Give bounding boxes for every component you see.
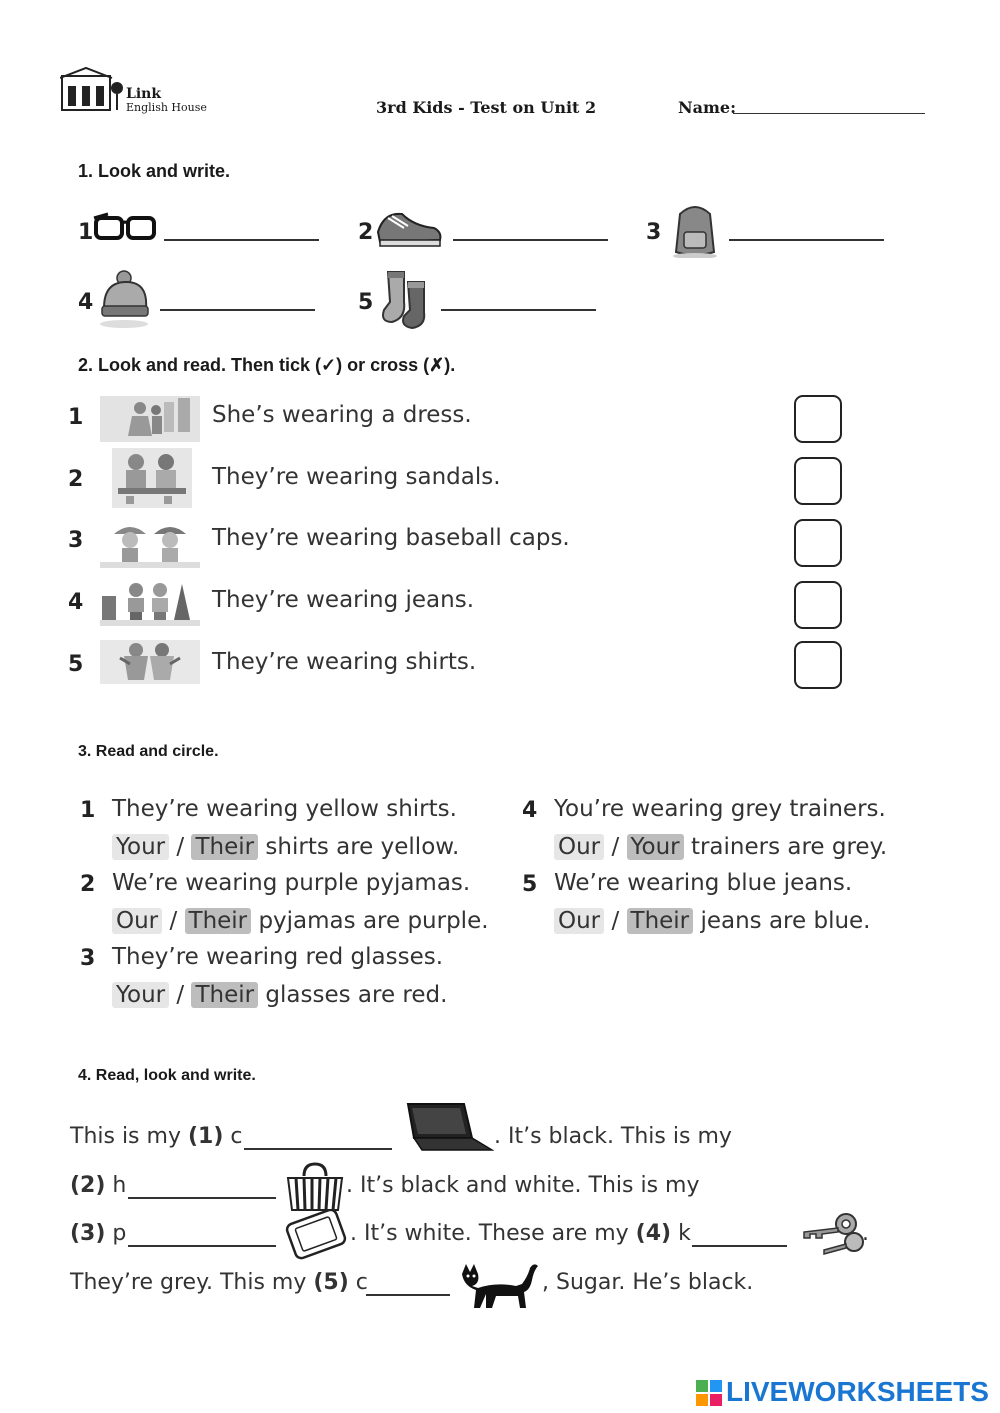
glasses-icon bbox=[92, 212, 158, 242]
s2-item-num: 5 bbox=[68, 652, 84, 677]
s3-item-num: 2 bbox=[80, 872, 96, 897]
answer-line-4[interactable] bbox=[692, 1245, 787, 1247]
choice-option-1[interactable]: Your bbox=[112, 982, 169, 1008]
s4-text-part: . It’s black. This is my bbox=[494, 1124, 732, 1149]
cat-icon bbox=[456, 1260, 546, 1312]
s4-text-part: c bbox=[348, 1270, 368, 1295]
logo-line2: English House bbox=[126, 101, 207, 114]
choice-rest: pyjamas are purple. bbox=[258, 908, 489, 934]
name-label: Name: bbox=[678, 98, 737, 117]
s4-text bbox=[350, 1221, 691, 1246]
s3-item-num: 3 bbox=[80, 946, 96, 971]
children-picture bbox=[100, 518, 200, 568]
laptop-icon bbox=[402, 1102, 494, 1154]
choice-separator: / bbox=[176, 982, 185, 1008]
logo bbox=[60, 66, 220, 116]
choice-option-2[interactable]: Their bbox=[191, 834, 258, 860]
choice-rest: jeans are blue. bbox=[700, 908, 871, 934]
choice-separator: / bbox=[169, 908, 178, 934]
logo-line1: Link bbox=[126, 86, 162, 102]
children-picture bbox=[100, 580, 200, 626]
s4-blank-num: (2) bbox=[70, 1173, 106, 1198]
section3-heading: 3. Read and circle. bbox=[78, 743, 219, 760]
s4-text-part: k bbox=[671, 1221, 691, 1246]
s4-text bbox=[70, 1270, 368, 1295]
section4-heading: 4. Read, look and write. bbox=[78, 1067, 256, 1084]
s4-text-part: , Sugar. He’s black. bbox=[542, 1270, 754, 1295]
s3-item-num: 1 bbox=[80, 798, 96, 823]
choice-option-2[interactable]: Their bbox=[627, 908, 694, 934]
s3-choice-line bbox=[112, 834, 459, 860]
choice-option-1[interactable]: Our bbox=[554, 834, 604, 860]
choice-separator: / bbox=[611, 834, 620, 860]
choice-option-1[interactable]: Our bbox=[112, 908, 162, 934]
trainers-icon bbox=[374, 204, 446, 250]
answer-line-2[interactable] bbox=[128, 1197, 276, 1199]
s3-choice-line bbox=[554, 834, 887, 860]
s3-choice-line bbox=[554, 908, 871, 934]
liveworksheets-logo[interactable] bbox=[696, 1376, 996, 1410]
choice-rest: glasses are red. bbox=[265, 982, 448, 1008]
s3-sentence: We’re wearing purple pyjamas. bbox=[112, 870, 471, 896]
choice-option-1[interactable]: Our bbox=[554, 908, 604, 934]
s3-sentence: They’re wearing red glasses. bbox=[112, 944, 444, 970]
answer-line-3[interactable] bbox=[128, 1245, 276, 1247]
s4-blank-num: (3) bbox=[70, 1221, 106, 1246]
s2-item-num: 4 bbox=[68, 590, 84, 615]
hat-icon bbox=[98, 268, 154, 330]
page-title: 3rd Kids - Test on Unit 2 bbox=[376, 98, 597, 117]
s1-answer-line-3[interactable] bbox=[729, 239, 884, 241]
backpack-icon bbox=[668, 200, 722, 258]
s4-blank-num: (4) bbox=[635, 1221, 672, 1246]
s2-sentence: They’re wearing jeans. bbox=[212, 587, 475, 613]
s1-item-num: 2 bbox=[358, 220, 374, 245]
s1-item-num: 5 bbox=[358, 290, 374, 315]
s2-sentence: She’s wearing a dress. bbox=[212, 402, 472, 428]
children-picture bbox=[100, 396, 200, 442]
s1-item-num: 1 bbox=[78, 220, 94, 245]
s1-answer-line-2[interactable] bbox=[453, 239, 608, 241]
name-field[interactable] bbox=[733, 113, 925, 114]
school-building-icon bbox=[60, 66, 124, 112]
tick-box[interactable] bbox=[794, 641, 842, 689]
s3-sentence: You’re wearing grey trainers. bbox=[554, 796, 886, 822]
choice-separator: / bbox=[176, 834, 185, 860]
s1-item-num: 3 bbox=[646, 220, 662, 245]
s2-sentence: They’re wearing shirts. bbox=[212, 649, 477, 675]
s2-item-num: 1 bbox=[68, 405, 84, 430]
s2-sentence: They’re wearing baseball caps. bbox=[212, 525, 570, 551]
section2-heading: 2. Look and read. Then tick (✓) or cross (✗). bbox=[78, 355, 456, 375]
s4-text-part: p bbox=[105, 1221, 127, 1246]
s2-sentence: They’re wearing sandals. bbox=[212, 464, 501, 490]
choice-separator: / bbox=[611, 908, 620, 934]
answer-line-5[interactable] bbox=[366, 1294, 450, 1296]
socks-icon bbox=[378, 268, 434, 330]
children-picture bbox=[112, 448, 192, 508]
s4-blank-num: (5) bbox=[313, 1270, 349, 1295]
s3-choice-line bbox=[112, 908, 489, 934]
section1-heading: 1. Look and write. bbox=[78, 161, 231, 181]
s3-item-num: 5 bbox=[522, 872, 538, 897]
lws-logo-icon bbox=[696, 1380, 722, 1406]
s4-text-part: c bbox=[223, 1124, 243, 1149]
s4-text-part: . It’s black and white. This is my bbox=[346, 1173, 700, 1198]
s2-item-num: 3 bbox=[68, 528, 84, 553]
s4-text-part: h bbox=[105, 1173, 127, 1198]
s3-sentence: We’re wearing blue jeans. bbox=[554, 870, 853, 896]
answer-line-1[interactable] bbox=[244, 1148, 392, 1150]
tick-box[interactable] bbox=[794, 395, 842, 443]
s4-text-part: . It’s white. These are my bbox=[350, 1221, 636, 1246]
keys-icon bbox=[794, 1210, 864, 1256]
s1-answer-line-1[interactable] bbox=[164, 239, 319, 241]
s4-text bbox=[70, 1173, 126, 1198]
choice-rest: trainers are grey. bbox=[690, 834, 888, 860]
s3-sentence: They’re wearing yellow shirts. bbox=[112, 796, 457, 822]
s4-text-part: . bbox=[862, 1221, 869, 1246]
choice-option-1[interactable]: Your bbox=[112, 834, 169, 860]
phone-icon bbox=[284, 1210, 348, 1260]
s4-text-part: This is my bbox=[70, 1124, 188, 1149]
s1-answer-line-4[interactable] bbox=[160, 309, 315, 311]
tick-box[interactable] bbox=[794, 581, 842, 629]
handbag-icon bbox=[284, 1162, 346, 1212]
s4-text bbox=[70, 1124, 242, 1149]
choice-option-2[interactable]: Your bbox=[627, 834, 684, 860]
s4-text-part: They’re grey. This my bbox=[70, 1270, 314, 1295]
s2-item-num: 2 bbox=[68, 467, 84, 492]
s1-answer-line-5[interactable] bbox=[441, 309, 596, 311]
s4-text bbox=[70, 1221, 126, 1246]
s3-item-num: 4 bbox=[522, 798, 538, 823]
tick-box[interactable] bbox=[794, 519, 842, 567]
s4-blank-num: (1) bbox=[187, 1124, 224, 1149]
choice-option-2[interactable]: Their bbox=[185, 908, 252, 934]
children-picture bbox=[100, 640, 200, 684]
s3-choice-line bbox=[112, 982, 447, 1008]
liveworksheets-brand: LIVEWORKSHEETS bbox=[726, 1376, 989, 1407]
choice-option-2[interactable]: Their bbox=[191, 982, 258, 1008]
tick-box[interactable] bbox=[794, 457, 842, 505]
s1-item-num: 4 bbox=[78, 290, 94, 315]
choice-rest: shirts are yellow. bbox=[265, 834, 460, 860]
